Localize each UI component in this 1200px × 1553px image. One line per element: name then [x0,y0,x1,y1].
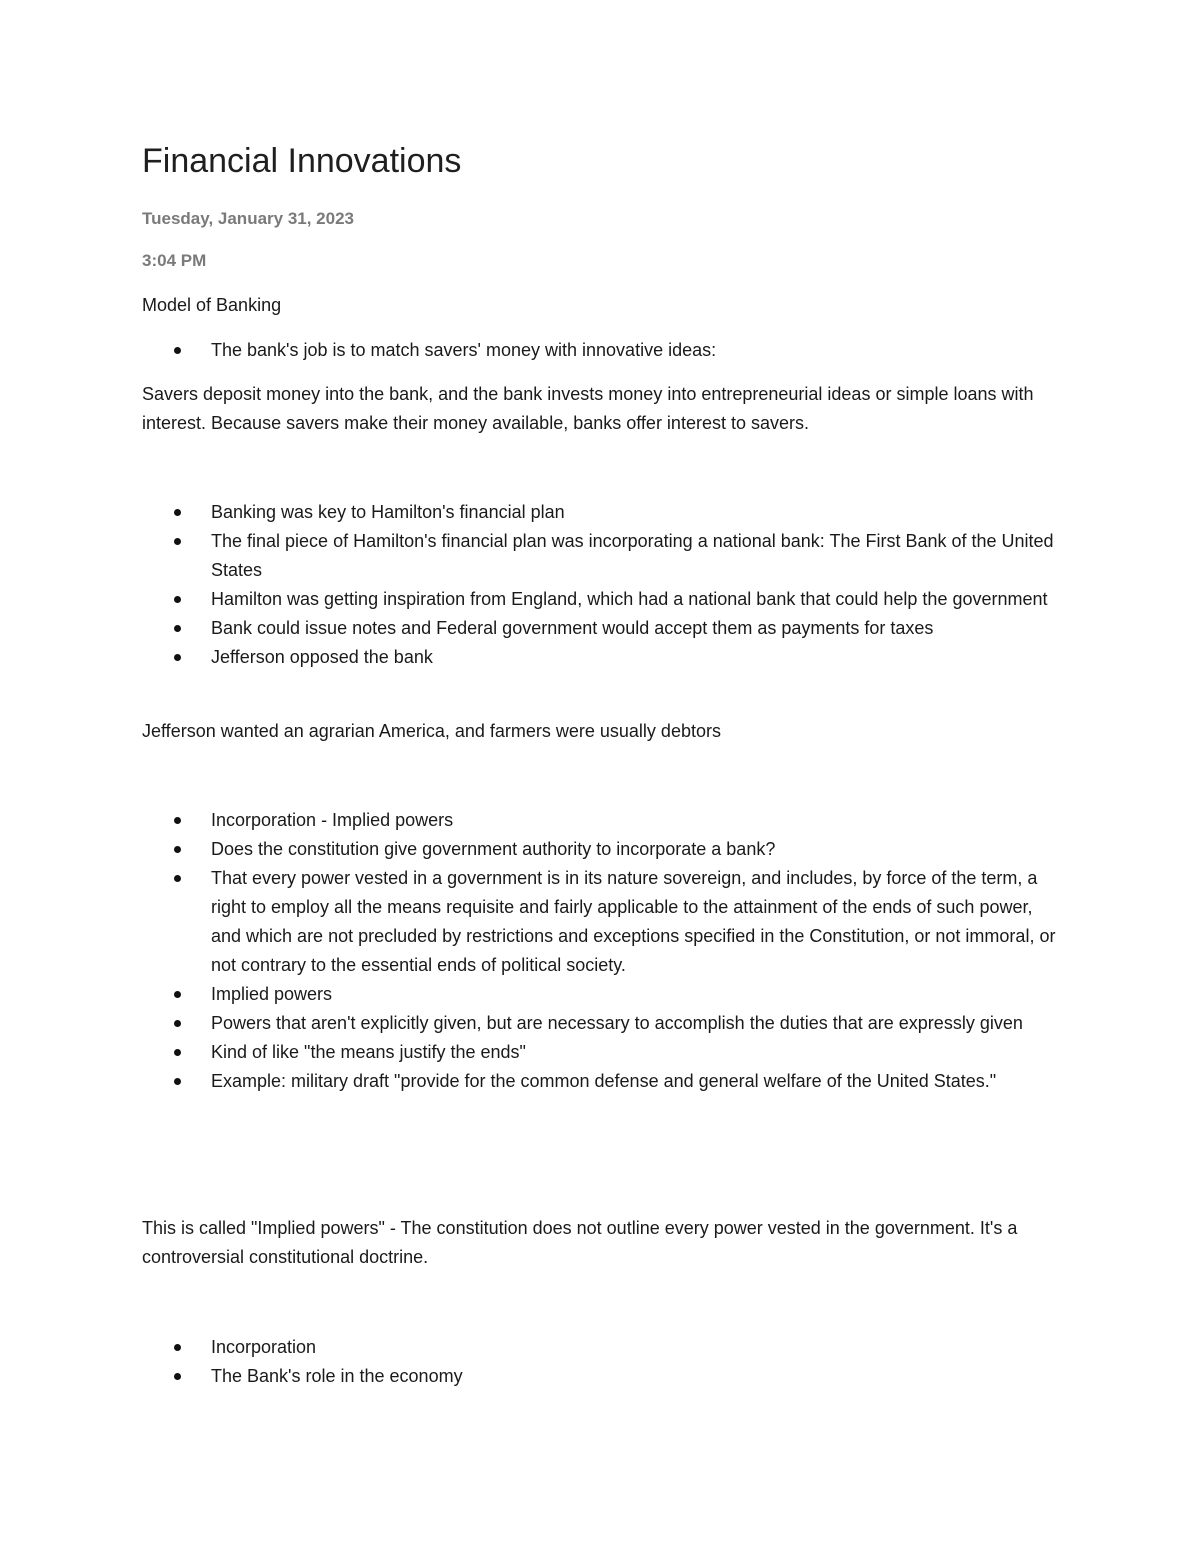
list-item: That every power vested in a government is in its nature sovereign, and includes, by force of the term, a right to employ all the means requisite and fairly applicable to the attainment of the ends of such power, and which are not precluded by restrictions and exceptions specified in the Constitution, or not immoral, or not contrary to the essential ends of political society. [142,864,1062,980]
bullet-icon [174,625,181,632]
section-heading-model-of-banking: Model of Banking [142,295,282,315]
bullet-icon [174,654,181,661]
list-item: Hamilton was getting inspiration from England, which had a national bank that could help the government [142,585,1062,614]
bullet-icon [174,509,181,516]
list-item: Incorporation [142,1333,1062,1362]
bullet-icon [174,347,181,354]
page-title: Financial Innovations [142,142,462,180]
list-item: Bank could issue notes and Federal government would accept them as payments for taxes [142,614,1062,643]
bullet-icon [174,1078,181,1085]
paragraph-jefferson: Jefferson wanted an agrarian America, and farmers were usually debtors [142,721,721,741]
note-date: Tuesday, January 31, 2023 [142,209,354,228]
list-item: The Bank's role in the economy [142,1362,1062,1391]
bullet-icon [174,1344,181,1351]
list-item: Banking was key to Hamilton's financial plan [142,498,1062,527]
list-item: Example: military draft "provide for the common defense and general welfare of the United States." [142,1067,1062,1096]
list-item: Kind of like "the means justify the ends" [142,1038,1062,1067]
paragraph-implied-powers: This is called "Implied powers" - The constitution does not outline every power vested in the government. It's a controversial constitutional doctrine. [142,1218,1018,1267]
list-item: The final piece of Hamilton's financial plan was incorporating a national bank: The First Bank of the United States [142,527,1062,585]
bullet-list-3 [142,806,1062,1096]
bullet-list-2 [142,498,1062,672]
list-item: Jefferson opposed the bank [142,643,1062,672]
list-item: Powers that aren't explicitly given, but are necessary to accomplish the duties that are expressly given [142,1009,1062,1038]
bullet-list-4 [142,1333,1062,1391]
bullet-icon [174,538,181,545]
list-item: Does the constitution give government authority to incorporate a bank? [142,835,1062,864]
bullet-icon [174,875,181,882]
paragraph-savers: Savers deposit money into the bank, and the bank invests money into entrepreneurial ideas or simple loans with interest. Because savers make their money available, banks offer interest to savers. [142,384,1034,433]
bullet-icon [174,596,181,603]
bullet-icon [174,846,181,853]
bullet-icon [174,1373,181,1380]
list-item: The bank's job is to match savers' money with innovative ideas: [142,336,1062,365]
bullet-list-1 [142,336,1062,365]
list-item: Implied powers [142,980,1062,1009]
bullet-icon [174,991,181,998]
list-item: Incorporation - Implied powers [142,806,1062,835]
note-time: 3:04 PM [142,251,207,270]
bullet-icon [174,817,181,824]
bullet-icon [174,1049,181,1056]
bullet-icon [174,1020,181,1027]
